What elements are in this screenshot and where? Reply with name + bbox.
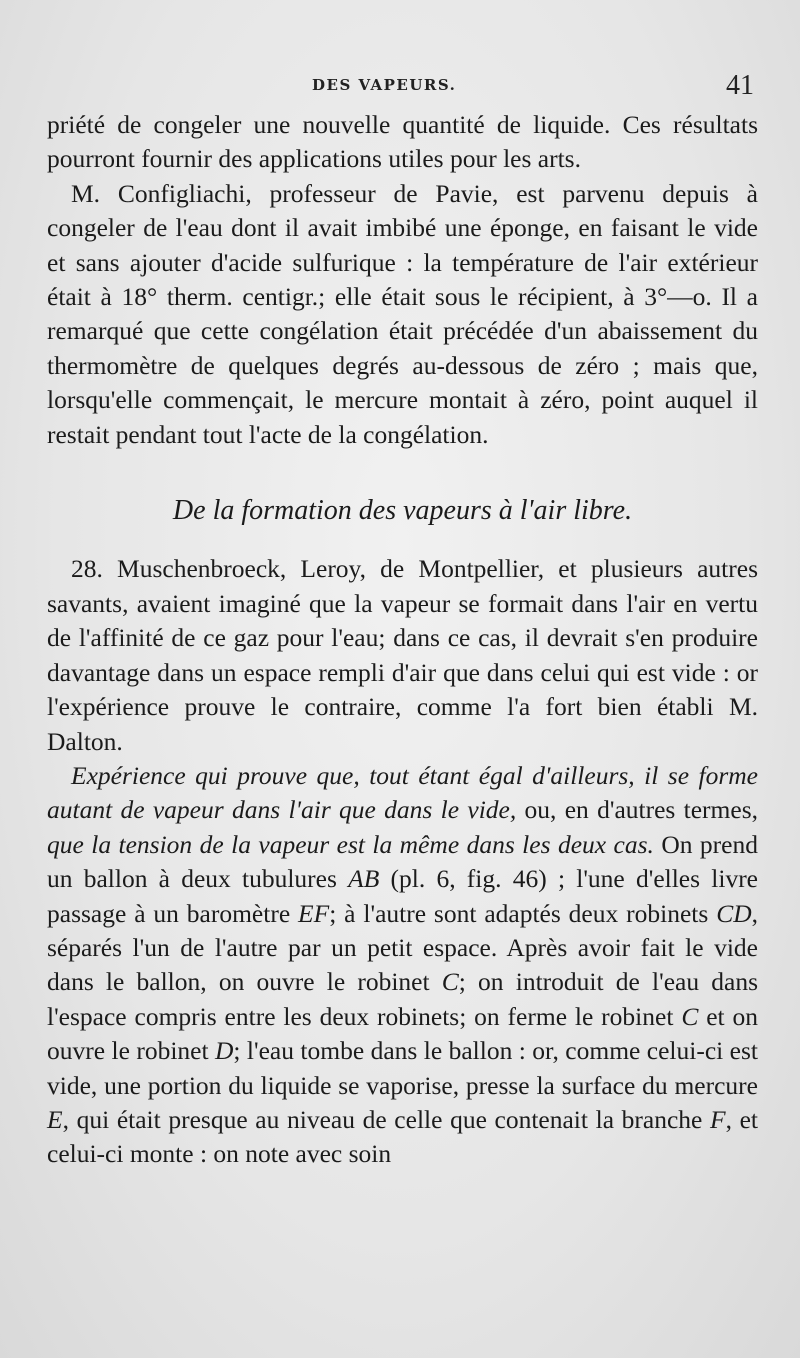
text-segment: 28. Muschenbroeck, Leroy, de Montpellier, et plusieurs autres savants, avaient imaginé que la vapeur se formait dans l'air en vertu de l'affinité de ce gaz pour l'eau; dans ce cas, il devrait s'en produire davantage dans un espace rempli d'air que dans celui qui est vide : or l'expérience prouve le contraire, comme l'a fort bien établi M. Dalton. xyxy=(47,554,758,756)
italic-text-segment: F xyxy=(710,1104,726,1134)
paragraph-muschenbroeck xyxy=(47,552,758,758)
italic-text-segment: CD xyxy=(716,898,752,928)
italic-text-segment: Expérience qui prouve que, tout étant égal d'ailleurs, il se forme autant de vapeur dans l'air que dans le vide, xyxy=(47,760,758,825)
italic-text-segment: E xyxy=(47,1104,63,1134)
text-segment: On prend un ballon à deux tubulures xyxy=(47,829,758,894)
text-segment: , et celui-ci monte : on note avec soin xyxy=(47,1104,758,1169)
text-segment: M. Configliachi, professeur de Pavie, est parvenu depuis à congeler de l'eau dont il avait imbibé une éponge, en faisant le vide et sans ajouter d'acide sulfurique : la température de l'air extérieur était à 18° therm. centigr.; elle était sous le récipient, à 3°—o. Il a remarqué que cette congélation était précédée d'un abaissement du thermomètre de quelques degrés au-dessous de zéro ; mais que, lorsqu'elle commençait, le mercure montait à zéro, point auquel il restait pendant tout l'acte de la congélation. xyxy=(47,178,758,449)
italic-text-segment: EF xyxy=(298,898,330,928)
text-segment: ; l'eau tombe dans le ballon : or, comme celui-ci est vide, une portion du liquide se vaporise, presse la surface du mercure xyxy=(47,1036,758,1100)
text-segment: ; à l'autre sont adaptés deux robinets xyxy=(329,898,717,928)
section-heading: De la formation des vapeurs à l'air libre. xyxy=(172,495,633,527)
text-segment: , qui était presque au niveau de celle que contenait la branche xyxy=(62,1104,710,1134)
paragraph-continued xyxy=(47,108,758,177)
text-segment: priété de congeler une nouvelle quantité de liquide. Ces résultats pourront fournir des applications utiles pour les arts. xyxy=(47,110,758,174)
running-head: DES VAPEURS. xyxy=(312,76,457,94)
italic-text-segment: C xyxy=(441,967,459,997)
text-segment: , séparés l'un de l'autre par un petit espace. Après avoir fait le vide dans le ballon, on ouvre le robinet xyxy=(47,898,758,997)
italic-text-segment: C xyxy=(681,1001,699,1031)
page-header xyxy=(0,70,800,104)
italic-text-segment: que la tension de la vapeur est la même dans les deux cas. xyxy=(47,829,654,859)
body-text xyxy=(47,108,758,1172)
italic-text-segment: AB xyxy=(348,864,380,894)
text-segment: ou, en d'autres termes, xyxy=(516,795,758,825)
paragraph-configliachi xyxy=(47,177,758,452)
page-number: 41 xyxy=(726,70,754,101)
text-segment: et on ouvre le robinet xyxy=(47,1001,758,1066)
text-segment: (pl. 6, fig. 46) ; l'une d'elles livre passage à un baromètre xyxy=(47,864,759,928)
text-segment: ; on introduit de l'eau dans l'espace compris entre les deux robinets; on ferme le robinet xyxy=(47,967,759,1031)
paragraph-experience xyxy=(47,759,758,1172)
italic-text-segment: D xyxy=(214,1036,234,1066)
